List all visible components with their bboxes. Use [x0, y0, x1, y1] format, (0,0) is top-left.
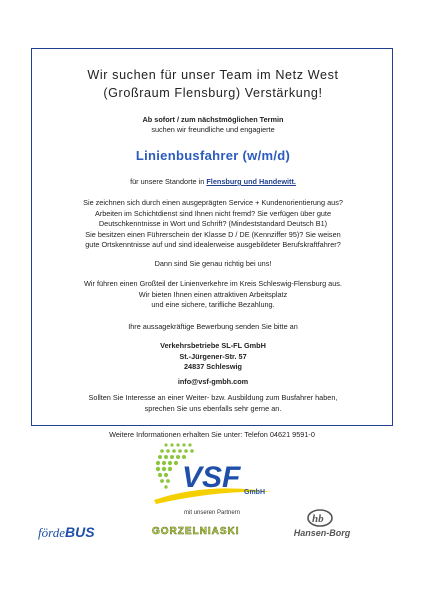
bus-text: BUS [64, 524, 95, 540]
contact-line: Weitere Informationen erhalten Sie unter: Telefon 04621 9591-0 [109, 430, 315, 439]
training-line: sprechen Sie uns ebenfalls sehr gerne an. [144, 403, 282, 413]
locations-prefix: für unsere Standorte in [130, 177, 207, 186]
headline-line-1: Wir suchen für unser Team im Netz West [87, 68, 339, 82]
logo-suffix: GmbH [244, 489, 265, 496]
partner-gorzelniaski-logo: GORZELNIASKI [152, 526, 240, 537]
offer-line: und eine sichere, tarifliche Bezahlung. [151, 300, 275, 309]
vsf-logo-graphic [148, 442, 278, 508]
requirement-line: Sie zeichnen sich durch einen ausgeprägten Service + Kundenorientierung aus? [83, 198, 343, 207]
partner-hansen-borg-logo [282, 508, 362, 544]
partners-label: mit unseren Partnern [183, 510, 241, 516]
requirement-line: gute Ortskenntnisse auf und sind idealerweise ausgebildeter Berufskraftfahrer? [85, 240, 341, 249]
intro-line-1: Ab sofort / zum nächstmöglichen Termin [142, 115, 284, 124]
vsf-logo [148, 442, 278, 508]
training-line: Sollten Sie Interesse an einer Weiter- bzw. Ausbildung zum Busfahrer haben, [88, 393, 338, 402]
foerde-text: förde [38, 525, 65, 540]
requirement-line: Deutschkenntnisse in Wort und Schrift? (Mindeststandard Deutsch B1) [98, 219, 328, 228]
headline-line-2: (Großraum Flensburg) Verstärkung! [103, 86, 323, 100]
locations-line [32, 177, 394, 188]
job-ad-frame [31, 48, 393, 426]
hansen-borg-emblem [282, 508, 362, 544]
apply-text: Ihre aussagekräftige Bewerbung senden Sie bitte an [128, 322, 298, 331]
locations-places: Flensburg und Handewitt. [206, 177, 296, 186]
address-city: 24837 Schleswig [183, 362, 242, 371]
right-match-line: Dann sind Sie genau richtig bei uns! [154, 259, 272, 268]
address-street: St.-Jürgener-Str. 57 [179, 351, 247, 361]
requirement-line: Sie besitzen einen Führerschein der Klasse D / DE (Kennziffer 95)? Sie weisen [85, 229, 341, 239]
logo-wordmark: VSF [182, 461, 241, 494]
offer-line: Wir führen einen Großteil der Linienverkehre im Kreis Schleswig-Flensburg aus. [84, 279, 342, 288]
address-company: Verkehrsbetriebe SL-FL GmbH [160, 341, 266, 350]
svg-text:hb: hb [312, 513, 324, 525]
job-title: Linienbusfahrer (w/m/d) [135, 148, 291, 163]
intro-line-2: suchen wir freundliche und engagierte [151, 125, 275, 134]
offer-line: Wir bieten Ihnen einen attraktiven Arbeitsplatz [138, 289, 288, 299]
email-link[interactable]: info@vsf-gmbh.com [177, 377, 249, 386]
partner-foerde-bus-logo [38, 522, 95, 541]
hansen-borg-text: Hansen-Borg [293, 528, 351, 538]
requirement-line: Arbeiten im Schichtdienst sind Ihnen nicht fremd? Sie verfügen über gute [94, 208, 332, 218]
